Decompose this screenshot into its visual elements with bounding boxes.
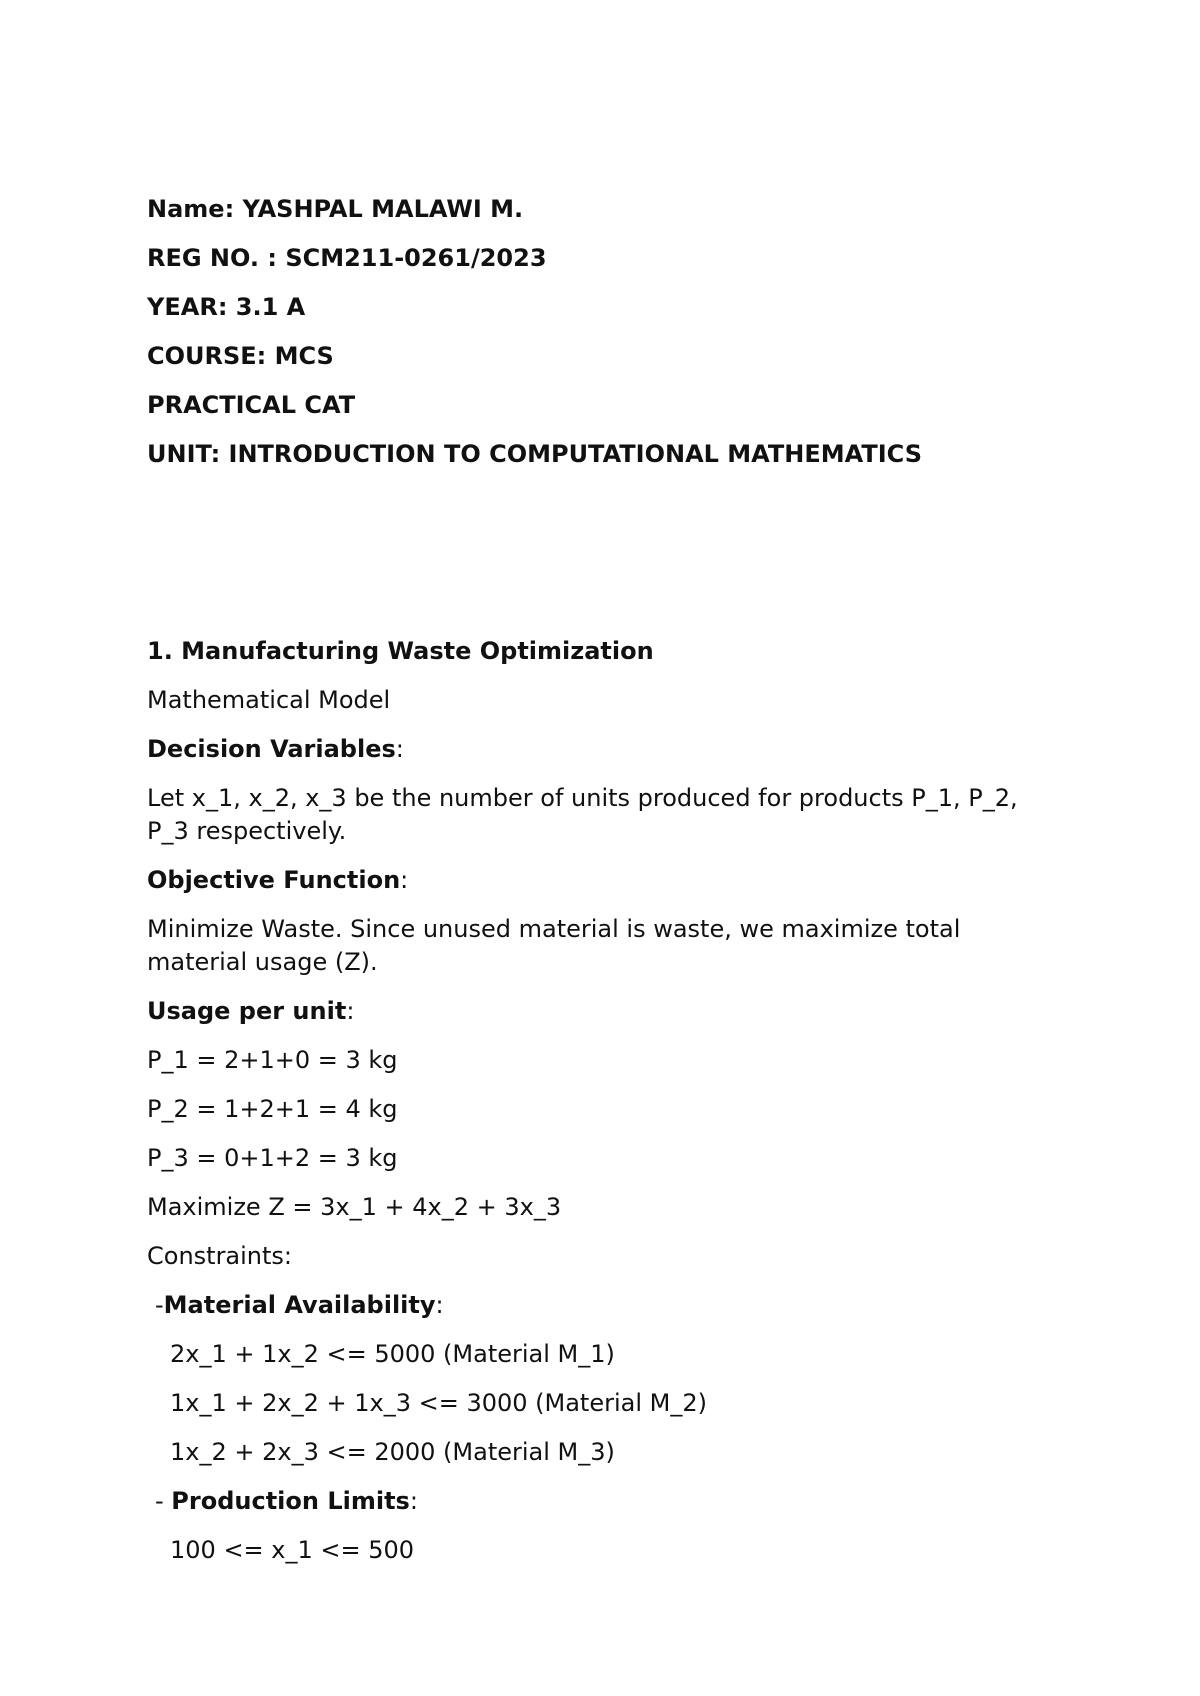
course-name: COURSE: MCS: [147, 342, 334, 370]
objective-text-line-2: material usage (Z).: [147, 948, 378, 976]
registration-number: REG NO. : SCM211-0261/2023: [147, 244, 547, 272]
unit-title: UNIT: INTRODUCTION TO COMPUTATIONAL MATHEMATICS: [147, 440, 922, 468]
objective-text-line-1: Minimize Waste. Since unused material is waste, we maximize total: [147, 915, 961, 943]
usage-p1: P_1 = 2+1+0 = 3 kg: [147, 1046, 398, 1074]
objective-function-heading: [147, 863, 408, 897]
constraint-material-m1: 2x_1 + 1x_2 <= 5000 (Material M_1): [170, 1340, 615, 1368]
constraint-material-m3: 1x_2 + 2x_3 <= 2000 (Material M_3): [170, 1438, 615, 1466]
constraint-production-x1: 100 <= x_1 <= 500: [170, 1536, 415, 1564]
usage-colon: :: [346, 997, 355, 1025]
usage-heading: [147, 994, 354, 1028]
material-dash: -: [155, 1291, 164, 1319]
production-limits-heading: [155, 1484, 418, 1518]
production-colon: :: [409, 1487, 418, 1515]
material-availability-label: Material Availability: [163, 1291, 436, 1319]
production-limits-label: Production Limits: [171, 1487, 410, 1515]
section-title: 1. Manufacturing Waste Optimization: [147, 637, 654, 665]
assessment-type: PRACTICAL CAT: [147, 391, 356, 419]
decision-text-line-2: P_3 respectively.: [147, 817, 347, 845]
student-name: Name: YASHPAL MALAWI M.: [147, 195, 524, 223]
constraints-heading: Constraints:: [147, 1242, 293, 1270]
year-of-study: YEAR: 3.1 A: [147, 293, 306, 321]
material-colon: :: [435, 1291, 444, 1319]
decision-colon: :: [395, 735, 404, 763]
material-availability-heading: [155, 1288, 444, 1322]
usage-label: Usage per unit: [147, 997, 347, 1025]
usage-p3: P_3 = 0+1+2 = 3 kg: [147, 1144, 398, 1172]
model-heading: Mathematical Model: [147, 686, 391, 714]
usage-p2: P_2 = 1+2+1 = 4 kg: [147, 1095, 398, 1123]
decision-text-line-1: Let x_1, x_2, x_3 be the number of units produced for products P_1, P_2,: [147, 784, 1018, 812]
decision-variables-heading: [147, 732, 404, 766]
objective-colon: :: [400, 866, 409, 894]
production-dash: -: [155, 1487, 172, 1515]
constraint-material-m2: 1x_1 + 2x_2 + 1x_3 <= 3000 (Material M_2): [170, 1389, 707, 1417]
objective-function-label: Objective Function: [147, 866, 401, 894]
decision-variables-label: Decision Variables: [147, 735, 396, 763]
objective-equation: Maximize Z = 3x_1 + 4x_2 + 3x_3: [147, 1193, 562, 1221]
